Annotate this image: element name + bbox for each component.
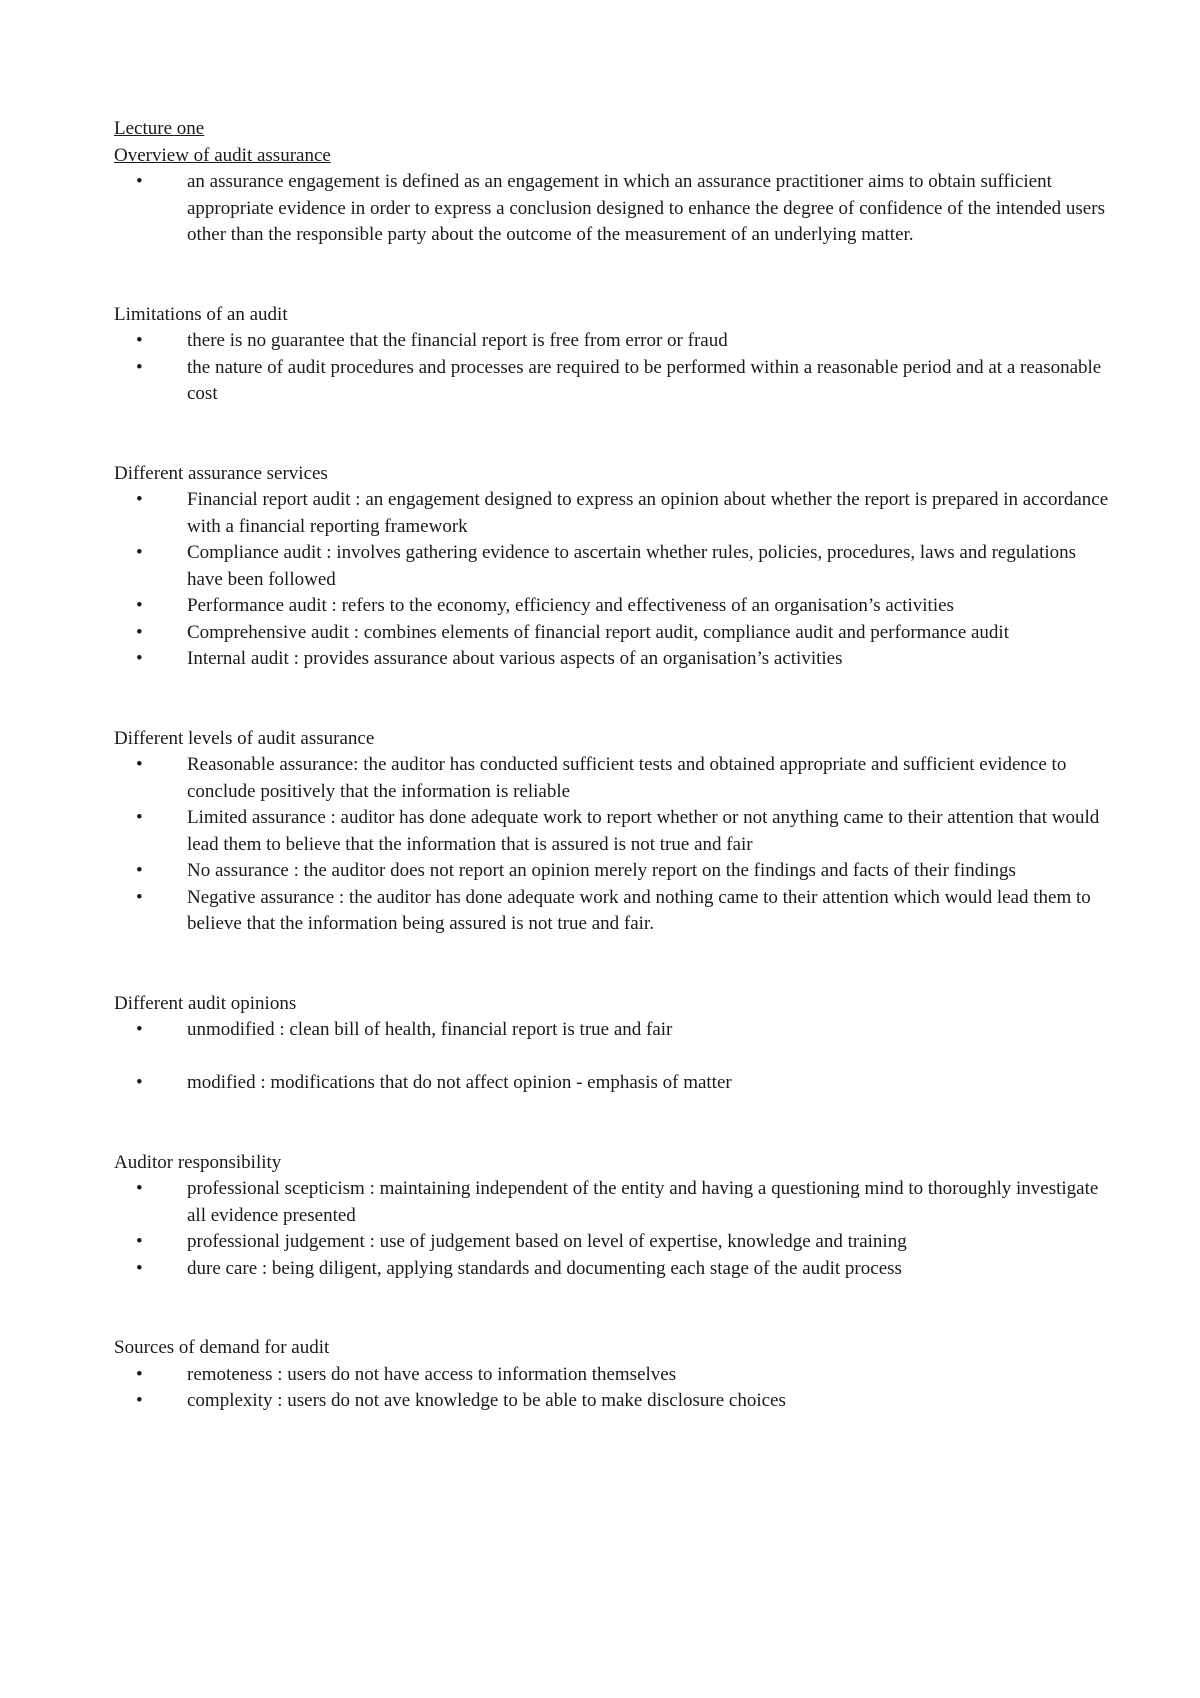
bullet-list-limitations bbox=[114, 328, 1114, 408]
bullet-list-opinions bbox=[114, 1017, 1114, 1097]
list-item bbox=[114, 593, 1114, 620]
document-page bbox=[114, 116, 1114, 1468]
list-item-text: professional scepticism : maintaining independent of the entity and having a questioning mind to thoroughly investigate all evidence presented bbox=[187, 1178, 1099, 1226]
bullet-list-responsibility bbox=[114, 1176, 1114, 1282]
bullet-icon: • bbox=[136, 1363, 143, 1385]
bullet-icon: • bbox=[136, 356, 143, 378]
list-item-text: Reasonable assurance: the auditor has conducted sufficient tests and obtained appropriate and sufficient evidence to conclude positively that the information is reliable bbox=[187, 754, 1067, 802]
list-item bbox=[114, 646, 1114, 673]
section-demand bbox=[114, 1335, 1114, 1415]
list-item-text: remoteness : users do not have access to information themselves bbox=[187, 1363, 677, 1385]
list-item bbox=[114, 620, 1114, 647]
bullet-icon: • bbox=[136, 330, 143, 351]
list-item bbox=[114, 752, 1114, 805]
bullet-icon: • bbox=[136, 542, 143, 563]
list-item-text: professional judgement : use of judgement based on level of expertise, knowledge and training bbox=[187, 1231, 907, 1252]
bullet-icon: • bbox=[136, 648, 143, 669]
list-item bbox=[114, 328, 1114, 355]
section-heading-levels: Different levels of audit assurance bbox=[114, 727, 375, 749]
list-item bbox=[114, 1229, 1114, 1256]
section-limitations bbox=[114, 302, 1114, 408]
section-services bbox=[114, 461, 1114, 673]
list-item-text: an assurance engagement is defined as an engagement in which an assurance practitioner aims to obtain sufficient appropriate evidence in order to express a conclusion designed to enhance the degree of confidence of the intended users other than the responsible party about the outcome of the measurement of an underlying matter. bbox=[187, 171, 1105, 245]
bullet-icon: • bbox=[136, 1257, 143, 1279]
bullet-list-overview bbox=[114, 169, 1114, 249]
list-item bbox=[114, 1070, 1114, 1097]
list-item bbox=[114, 1017, 1114, 1044]
bullet-icon: • bbox=[136, 1019, 143, 1040]
list-item-text: Internal audit : provides assurance about various aspects of an organisation’s activities bbox=[187, 648, 843, 669]
list-item-text: No assurance : the auditor does not report an opinion merely report on the findings and facts of their findings bbox=[187, 860, 1016, 881]
bullet-list-levels bbox=[114, 752, 1114, 938]
section-heading-overview: Overview of audit assurance bbox=[114, 144, 331, 166]
section-heading-demand: Sources of demand for audit bbox=[114, 1337, 330, 1358]
list-item-text: Negative assurance : the auditor has done adequate work and nothing came to their attention which would lead them to believe that the information being assured is not true and fair. bbox=[187, 886, 1091, 934]
bullet-icon: • bbox=[136, 1231, 143, 1252]
bullet-icon: • bbox=[136, 1178, 143, 1199]
bullet-icon: • bbox=[136, 1390, 143, 1411]
bullet-icon: • bbox=[136, 595, 143, 616]
section-opinions bbox=[114, 991, 1114, 1097]
section-responsibility bbox=[114, 1150, 1114, 1283]
bullet-list-services bbox=[114, 487, 1114, 673]
bullet-icon: • bbox=[136, 886, 143, 908]
list-item bbox=[114, 1388, 1114, 1415]
list-item-text: Performance audit : refers to the economy, efficiency and effectiveness of an organisation’s activities bbox=[187, 595, 954, 616]
list-item bbox=[114, 885, 1114, 938]
bullet-icon: • bbox=[136, 171, 143, 192]
bullet-icon: • bbox=[136, 860, 143, 881]
list-item bbox=[114, 355, 1114, 408]
list-item bbox=[114, 487, 1114, 540]
list-item bbox=[114, 1256, 1114, 1283]
bullet-icon: • bbox=[136, 621, 143, 643]
list-item-text: unmodified : clean bill of health, financial report is true and fair bbox=[187, 1019, 673, 1040]
list-item bbox=[114, 1176, 1114, 1229]
bullet-icon: • bbox=[136, 754, 143, 775]
list-item-text: Limited assurance : auditor has done adequate work to report whether or not anything came to their attention that would lead them to believe that the information that is assured is not true and fair bbox=[187, 807, 1100, 855]
list-item bbox=[114, 805, 1114, 858]
list-item-text: complexity : users do not ave knowledge to be able to make disclosure choices bbox=[187, 1390, 786, 1411]
lecture-title: Lecture one bbox=[114, 118, 205, 139]
list-item bbox=[114, 1362, 1114, 1389]
list-item bbox=[114, 540, 1114, 593]
section-heading-opinions: Different audit opinions bbox=[114, 992, 297, 1014]
section-heading-services: Different assurance services bbox=[114, 462, 328, 484]
bullet-icon: • bbox=[136, 1072, 143, 1093]
bullet-icon: • bbox=[136, 807, 143, 828]
section-heading-responsibility: Auditor responsibility bbox=[114, 1151, 282, 1173]
list-item-text: dure care : being diligent, applying standards and documenting each stage of the audit process bbox=[187, 1257, 902, 1279]
bullet-icon: • bbox=[136, 489, 143, 510]
list-item-text: modified : modifications that do not affect opinion - emphasis of matter bbox=[187, 1072, 732, 1093]
list-item-text: the nature of audit procedures and processes are required to be performed within a reasonable period and at a reasonable cost bbox=[187, 356, 1102, 404]
list-item-text: Compliance audit : involves gathering evidence to ascertain whether rules, policies, procedures, laws and regulations have been followed bbox=[187, 542, 1077, 590]
list-item-text: Financial report audit : an engagement designed to express an opinion about whether the report is prepared in accordance with a financial reporting framework bbox=[187, 489, 1109, 537]
section-levels bbox=[114, 726, 1114, 938]
list-item-text: Comprehensive audit : combines elements of financial report audit, compliance audit and performance audit bbox=[187, 621, 1009, 643]
list-item-text: there is no guarantee that the financial report is free from error or fraud bbox=[187, 330, 728, 351]
section-overview bbox=[114, 143, 1114, 249]
bullet-list-demand bbox=[114, 1362, 1114, 1415]
list-item bbox=[114, 858, 1114, 885]
section-heading-limitations: Limitations of an audit bbox=[114, 303, 288, 325]
list-item bbox=[114, 169, 1114, 249]
